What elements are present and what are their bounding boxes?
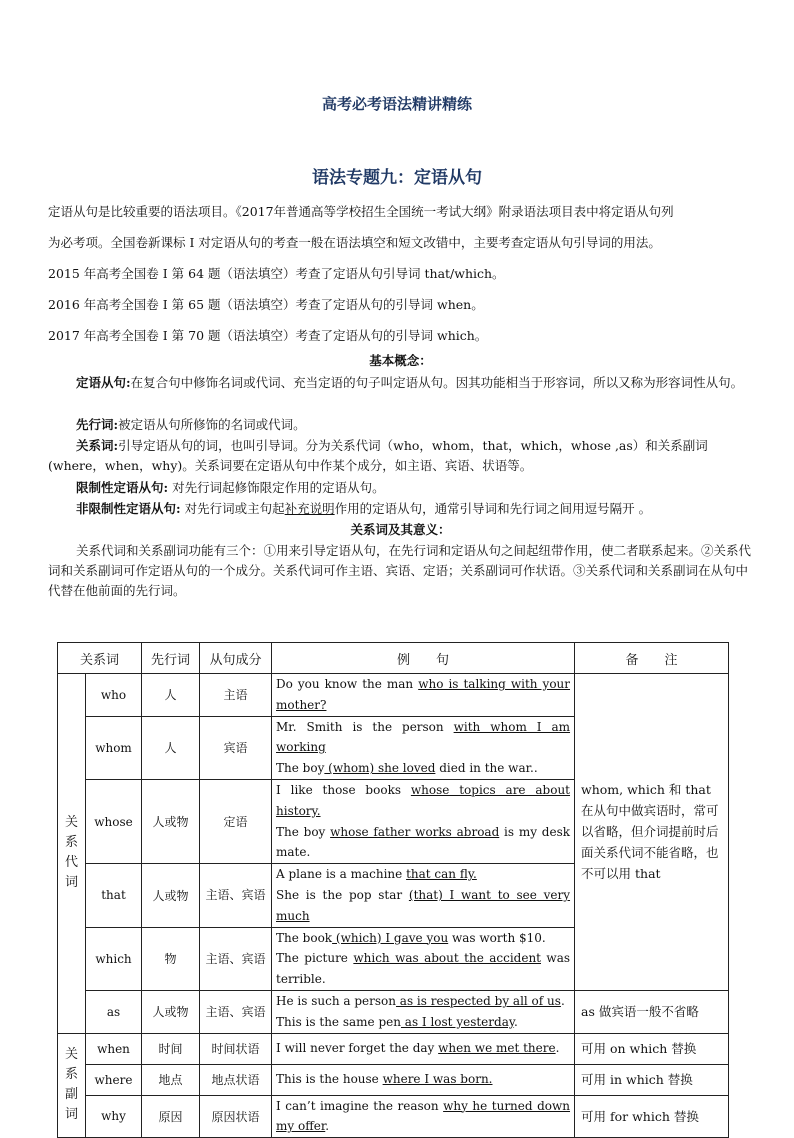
concept-text: 作用的定语从句，通常引导词和先行词之间用逗号隔开 。: [334, 501, 652, 516]
cell-word: whom: [86, 716, 142, 779]
concept-relative-word: [48, 436, 753, 476]
cell-antecedent: 人: [142, 674, 200, 717]
example-text: The boy: [276, 824, 331, 839]
cell-role: 主语、宾语: [200, 927, 272, 990]
concept-restrictive: [48, 478, 753, 498]
cell-word: that: [86, 864, 142, 927]
concept-term: 关系词:: [76, 438, 119, 453]
example-clause: with whom I am working: [276, 719, 571, 755]
cell-role: 主语、宾语: [200, 864, 272, 927]
example-clause: which was about the accident: [353, 951, 541, 966]
concept-text: 在复合句中修饰名词或代词、充当定语的句子叫定语从句。因其功能相当于形容词，所以又称为形容词性从句。: [130, 375, 744, 390]
cell-example: [272, 864, 575, 927]
cell-word: which: [86, 927, 142, 990]
cell-word: whose: [86, 779, 142, 863]
example-text: I like those books: [276, 782, 411, 797]
example-text: A plane is a machine: [276, 867, 407, 882]
cell-example: [272, 716, 575, 779]
example-text: Mr. Smith is the person: [276, 719, 454, 734]
concept-term: 非限制性定语从句:: [76, 501, 181, 516]
group-label-pronoun: 关系代词: [58, 674, 86, 1034]
example-text: I will never forget the day: [276, 1041, 439, 1056]
cell-note: 可用 in which 替换: [575, 1064, 729, 1095]
concept-term: 定语从句:: [76, 375, 131, 390]
exam-note-2015: 2015 年高考全国卷 I 第 64 题（语法填空）考查了定语从句引导词 that/which。: [48, 266, 505, 281]
example-text: I can’t imagine the reason: [276, 1098, 444, 1113]
meaning-heading: 关系词及其意义：: [350, 522, 451, 537]
cell-note: 可用 for which 替换: [575, 1095, 729, 1138]
example-text: The picture: [276, 951, 354, 966]
cell-role: 定语: [200, 779, 272, 863]
cell-note-merged: whom, which 和 that 在从句中做宾语时，常可以省略，但介词提前时后面关系代词不能省略，也不可以用 that: [575, 674, 729, 991]
cell-antecedent: 人或物: [142, 990, 200, 1033]
cell-word: as: [86, 990, 142, 1033]
example-text: .: [555, 1041, 560, 1056]
exam-note-2016: 2016 年高考全国卷 I 第 65 题（语法填空）考查了定语从句的引导词 when。: [48, 297, 484, 312]
table-header-row: [58, 643, 729, 674]
concepts-heading: 基本概念：: [369, 353, 432, 368]
example-clause: (that) I want to see very much: [276, 887, 571, 923]
concept-antecedent: [48, 415, 753, 435]
header-antecedent: 先行词: [142, 643, 200, 674]
example-clause: who is talking with your mother?: [276, 677, 571, 712]
cell-example: [272, 674, 575, 717]
cell-note: as 做宾语一般不省略: [575, 990, 729, 1033]
cell-role: 原因状语: [200, 1095, 272, 1138]
example-clause: whose topics are about history.: [276, 782, 571, 818]
example-clause: (which) I gave you: [332, 930, 449, 945]
table-row: [58, 1033, 729, 1064]
example-text: The book: [276, 930, 333, 945]
table-row: [58, 674, 729, 717]
example-text: .: [325, 1119, 330, 1134]
example-clause: where I was born.: [382, 1072, 493, 1087]
example-text: .: [514, 1014, 518, 1029]
example-clause: whose father works abroad: [330, 824, 500, 839]
header-clause-role: 从句成分: [200, 643, 272, 674]
example-text: was worth $10.: [448, 930, 546, 945]
cell-role: 时间状语: [200, 1033, 272, 1064]
cell-example: [272, 927, 575, 990]
example-text: is my desk mate.: [276, 824, 571, 860]
example-text: He is such a person: [276, 993, 396, 1008]
cell-role: 主语: [200, 674, 272, 717]
cell-note: 可用 on which 替换: [575, 1033, 729, 1064]
cell-antecedent: 时间: [142, 1033, 200, 1064]
header-relative-word: 关系词: [58, 643, 142, 674]
concept-text: 对先行词或主句起: [180, 501, 285, 516]
concept-text: 对先行词起修饰限定作用的定语从句。: [168, 480, 385, 495]
cell-word: who: [86, 674, 142, 717]
cell-antecedent: 地点: [142, 1064, 200, 1095]
concept-non-restrictive: [48, 499, 753, 519]
page-title: 高考必考语法精讲精练: [321, 95, 472, 113]
cell-example: [272, 990, 575, 1033]
cell-antecedent: 人: [142, 716, 200, 779]
concept-term: 先行词:: [76, 417, 119, 432]
example-text: died in the war..: [435, 761, 538, 776]
example-clause: as I lost yesterday: [400, 1014, 515, 1029]
header-example: 例 句: [272, 643, 575, 674]
header-note: 备 注: [575, 643, 729, 674]
cell-example: [272, 779, 575, 863]
concept-attributive-clause: [48, 373, 753, 393]
meaning-paragraph: 关系代词和关系副词功能有三个：①用来引导定语从句，在先行词和定语从句之间起纽带作用，使二者联系起来。②关系代词和关系副词可作定语从句的一个成分。关系代词可作主语、宾语、定语；关系副词可作状语。③关系代词和关系副词在从句中代替在他前面的先行词。: [48, 543, 752, 598]
example-clause: when we met there: [438, 1041, 556, 1056]
concept-text-underlined: 补充说明: [284, 501, 335, 516]
group-label-adverb: 关系副词: [58, 1033, 86, 1138]
concept-text: 被定语从句所修饰的名词或代词。: [118, 417, 306, 432]
table-row: [58, 1064, 729, 1095]
concept-term: 限制性定语从句:: [76, 480, 169, 495]
cell-role: 主语、宾语: [200, 990, 272, 1033]
example-text: She is the pop star: [276, 887, 409, 902]
cell-antecedent: 原因: [142, 1095, 200, 1138]
cell-role: 宾语: [200, 716, 272, 779]
cell-example: [272, 1095, 575, 1138]
example-clause: why he turned down my offer: [276, 1098, 571, 1134]
example-text: This is the house: [276, 1072, 383, 1087]
example-clause: as is respected by all of us: [395, 993, 561, 1008]
cell-word: when: [86, 1033, 142, 1064]
table-row: [58, 1095, 729, 1138]
cell-antecedent: 物: [142, 927, 200, 990]
cell-antecedent: 人或物: [142, 779, 200, 863]
cell-example: [272, 1033, 575, 1064]
cell-word: where: [86, 1064, 142, 1095]
cell-antecedent: 人或物: [142, 864, 200, 927]
example-clause: (whom) she loved: [324, 761, 436, 776]
cell-word: why: [86, 1095, 142, 1138]
exam-note-2017: 2017 年高考全国卷 I 第 70 题（语法填空）考查了定语从句的引导词 which。: [48, 328, 488, 343]
example-text: This is the same pen: [276, 1014, 401, 1029]
concept-text: 引导定语从句的词，也叫引导词。分为关系代词（who，whom，that，which，whose ,as）和关系副词(where，when，why)。关系词要在定语从句中作某个成分，如主语、宾语、状语等。: [48, 438, 708, 473]
cell-role: 地点状语: [200, 1064, 272, 1095]
intro-paragraph-line1: 定语从句是比较重要的语法项目。《2017年普通高等学校招生全国统一考试大纲》附录语法项目表中将定语从句列: [48, 204, 674, 219]
table-row: [58, 990, 729, 1033]
example-text: The boy: [276, 761, 325, 776]
example-text: was terrible.: [276, 951, 571, 987]
relative-words-table: [57, 642, 729, 1138]
example-text: .: [560, 993, 565, 1008]
example-clause: that can fly.: [406, 867, 477, 882]
example-text: Do you know the man: [276, 677, 419, 691]
intro-paragraph-line2: 为必考项。全国卷新课标 I 对定语从句的考查一般在语法填空和短文改错中，主要考查定语从句引导词的用法。: [48, 235, 661, 250]
topic-title: 语法专题九：定语从句: [312, 168, 482, 188]
cell-example: [272, 1064, 575, 1095]
